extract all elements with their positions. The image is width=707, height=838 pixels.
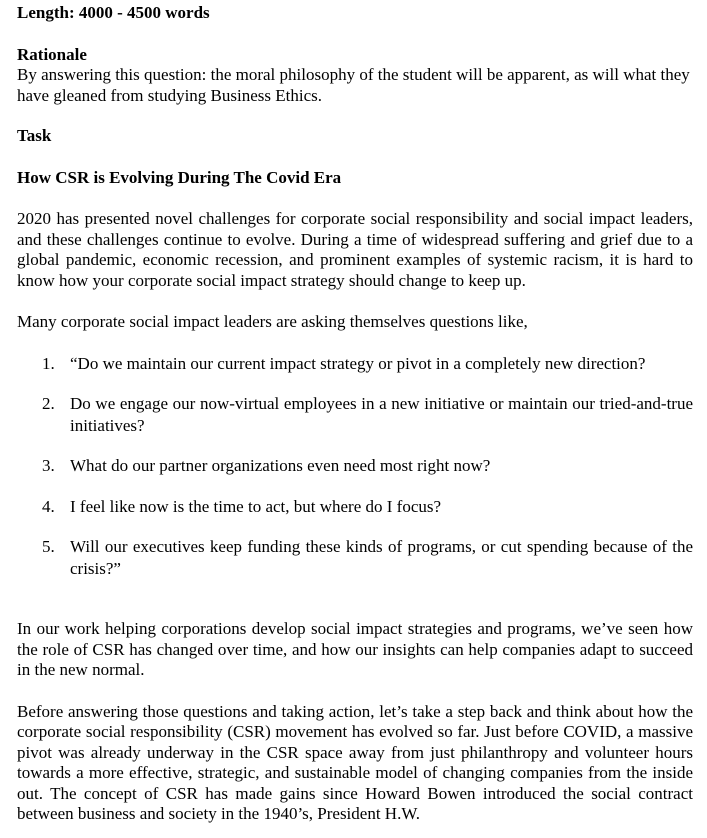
list-item	[17, 353, 693, 375]
length-line: Length: 4000 - 4500 words	[17, 3, 210, 22]
list-item-text: Do we engage our now-virtual employees in a new initiative or maintain our tried-and-true initiatives?	[70, 394, 693, 435]
list-item-text: I feel like now is the time to act, but where do I focus?	[70, 496, 442, 516]
list-item-number: 2.	[42, 394, 55, 413]
intro-paragraph: 2020 has presented novel challenges for corporate social responsibility and social impact leaders, and these challenges continue to evolve. During a time of widespread suffering and grief due to a global pandemic, economic recession, and prominent examples of systemic racism, it is hard to know how your corporate social impact strategy should change to keep up.	[17, 209, 693, 290]
questions-list	[17, 353, 693, 580]
list-item	[17, 393, 693, 436]
task-title: How CSR is Evolving During The Covid Era	[17, 167, 342, 187]
list-item-number: 3.	[42, 456, 55, 475]
list-item	[17, 455, 693, 477]
document-page	[17, 3, 693, 825]
list-item-number: 1.	[42, 353, 55, 373]
task-heading: Task	[17, 126, 52, 145]
list-item-text: “Do we maintain our current impact strategy or pivot in a completely new direction?	[70, 353, 646, 373]
rationale-text: By answering this question: the moral philosophy of the student will be apparent, as will what they have gleaned from studying Business Ethics.	[17, 65, 690, 105]
list-item-text: What do our partner organizations even need most right now?	[70, 456, 491, 475]
lead-in-paragraph: Many corporate social impact leaders are asking themselves questions like,	[17, 312, 528, 331]
list-item	[17, 536, 693, 579]
list-item	[17, 496, 693, 518]
rationale-heading: Rationale	[17, 44, 87, 64]
list-item-number: 4.	[42, 496, 55, 516]
list-item-number: 5.	[42, 537, 55, 556]
work-paragraph: In our work helping corporations develop social impact strategies and programs, we’ve seen how the role of CSR has changed over time, and how our insights can help companies adapt to succeed in the new normal.	[17, 619, 693, 679]
history-paragraph: Before answering those questions and taking action, let’s take a step back and think about how the corporate social responsibility (CSR) movement has evolved so far. Just before COVID, a massive pivot was already underway in the CSR space away from just philanthropy and volunteer hours towards a more effective, strategic, and sustainable model of changing companies from the inside out. The concept of CSR has made gains since Howard Bowen introduced the social contract between business and society in the 1940’s, President H.W.	[17, 701, 693, 823]
list-item-text: Will our executives keep funding these kinds of programs, or cut spending because of the crisis?”	[70, 537, 693, 578]
